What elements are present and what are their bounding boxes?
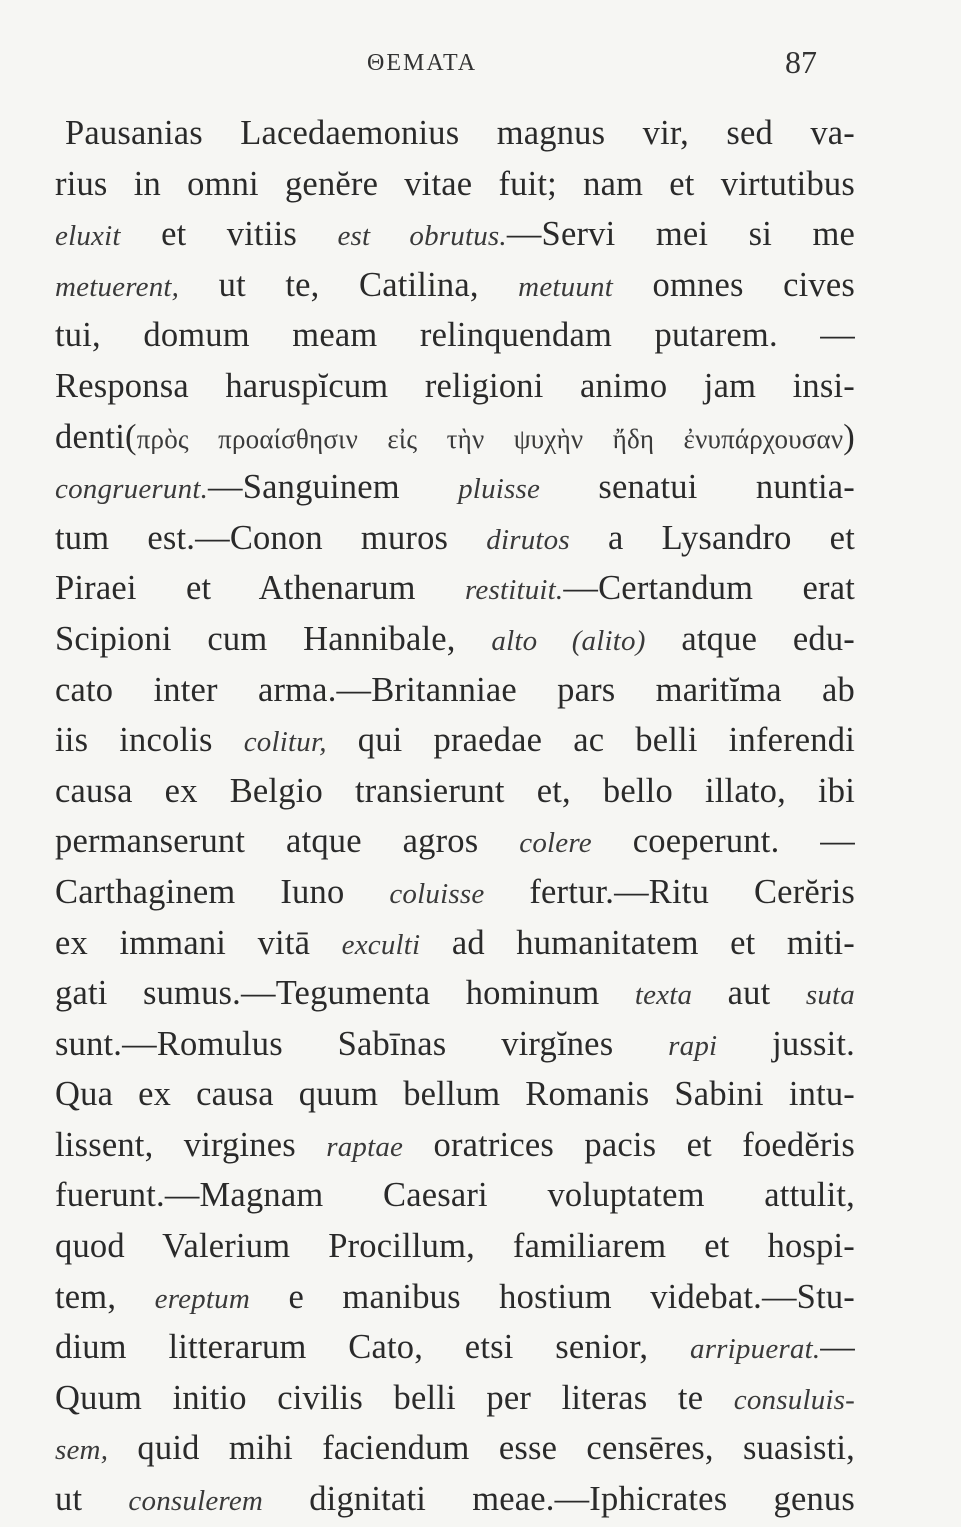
italic-word: coluisse xyxy=(389,877,485,910)
text-line xyxy=(55,361,855,412)
italic-word: texta xyxy=(634,979,693,1012)
text-segment: ut xyxy=(55,1480,129,1519)
italic-word: arripuerat. xyxy=(690,1333,821,1366)
text-segment: Piraei et Athenarum xyxy=(55,569,465,608)
text-line xyxy=(55,1272,855,1323)
text-segment: qui praedae ac belli inferendi xyxy=(326,721,855,760)
page-number: 87 xyxy=(785,44,817,80)
text-segment: quid mihi faciendum esse censēres, suasisti, xyxy=(108,1429,855,1468)
text-line xyxy=(55,1120,855,1171)
text-line xyxy=(55,766,855,817)
text-segment: rius in omni genĕre vitae fuit; nam et virtutibus xyxy=(55,164,855,203)
text-segment: —Servi mei si me xyxy=(506,215,856,254)
text-segment: —Sanguinem xyxy=(208,468,459,507)
text-line xyxy=(55,1373,855,1424)
text-line xyxy=(55,462,855,513)
text-line xyxy=(55,1170,855,1221)
text-line xyxy=(55,1019,855,1070)
text-segment: Qua ex causa quum bellum Romanis Sabini intu- xyxy=(55,1075,855,1114)
text-line xyxy=(55,1423,855,1474)
text-segment: atque edu- xyxy=(645,619,855,658)
italic-word: rapi xyxy=(668,1029,718,1062)
italic-word: metuerent, xyxy=(55,270,180,303)
text-segment: Responsa haruspĭcum religioni animo jam insi- xyxy=(55,366,855,405)
text-line xyxy=(55,715,855,766)
text-segment: et vitiis xyxy=(120,215,338,254)
text-line xyxy=(55,1474,855,1525)
text-line xyxy=(55,209,855,260)
italic-word: est obrutus. xyxy=(337,220,507,253)
text-segment: fuerunt.—Magnam Caesari voluptatem attulit, xyxy=(55,1176,855,1215)
italic-word: restituit. xyxy=(464,574,564,607)
text-segment: Scipioni cum Hannibale, xyxy=(55,619,492,658)
text-line xyxy=(55,412,855,463)
text-line xyxy=(55,513,855,564)
text-line xyxy=(55,310,855,361)
text-line xyxy=(55,665,855,716)
text-segment: coeperunt. — xyxy=(591,822,855,861)
text-line xyxy=(55,159,855,210)
text-segment: omnes cives xyxy=(613,265,855,304)
text-segment: dium litterarum Cato, etsi senior, xyxy=(55,1328,690,1367)
text-segment: causa ex Belgio transierunt et, bello illato, ibi xyxy=(55,771,855,810)
italic-word: consulerem xyxy=(128,1485,264,1518)
text-segment: — xyxy=(820,1328,855,1367)
text-line xyxy=(55,918,855,969)
italic-word: colitur, xyxy=(243,726,327,759)
text-segment: sunt.—Romulus Sabīnas virgĭnes xyxy=(55,1024,669,1063)
text-segment: aut xyxy=(692,974,806,1013)
text-segment: ad humanitatem et miti- xyxy=(420,923,855,962)
text-line xyxy=(55,563,855,614)
italic-word: metuunt xyxy=(518,270,614,303)
italic-word: pluisse xyxy=(458,473,541,506)
text-line xyxy=(55,1221,855,1272)
italic-word: suta xyxy=(805,979,855,1012)
italic-word: ereptum xyxy=(154,1282,250,1315)
text-segment: tui, domum meam relinquendam putarem. — xyxy=(55,316,855,355)
text-segment: iis incolis xyxy=(55,721,244,760)
text-segment: quod Valerium Procillum, familiarem et hospi- xyxy=(55,1227,855,1266)
italic-word: colere xyxy=(519,827,592,860)
text-segment: e manibus hostium videbat.—Stu- xyxy=(249,1277,855,1316)
italic-word: sem, xyxy=(55,1434,109,1467)
italic-word: alto (alito) xyxy=(491,624,646,657)
text-segment: Pausanias Lacedaemonius magnus vir, sed va- xyxy=(65,114,855,152)
text-segment: ut te, Catilina, xyxy=(179,265,519,304)
text-segment: gati sumus.—Tegumenta hominum xyxy=(55,974,635,1013)
italic-word: exculti xyxy=(341,928,421,961)
text-line xyxy=(55,260,855,311)
text-segment: jussit. xyxy=(717,1024,855,1063)
text-segment: Quum initio civilis belli per literas te xyxy=(55,1378,734,1417)
text-segment: cato inter arma.—Britanniae pars maritĭma ab xyxy=(55,670,855,709)
text-segment: dignitati meae.—Iphicrates genus xyxy=(263,1480,855,1519)
text-line xyxy=(55,968,855,1019)
text-line xyxy=(55,108,855,159)
text-segment: oratrices pacis et foedĕris xyxy=(403,1125,855,1164)
text-segment: permanserunt atque agros xyxy=(55,822,520,861)
body-text xyxy=(55,108,855,1525)
text-segment: lissent, virgines xyxy=(55,1125,327,1164)
italic-word: eluxit xyxy=(55,220,121,253)
text-segment: fertur.—Ritu Cerĕris xyxy=(484,872,855,911)
text-line xyxy=(55,816,855,867)
text-line xyxy=(55,867,855,918)
text-line xyxy=(55,1322,855,1373)
text-segment: denti( xyxy=(55,417,137,456)
italic-word: congruerunt. xyxy=(55,473,209,506)
text-line xyxy=(55,1069,855,1120)
text-segment: senatui nuntia- xyxy=(540,468,855,507)
italic-word: dirutos xyxy=(486,523,570,556)
running-header xyxy=(0,44,961,84)
text-segment: ex immani vitā xyxy=(55,923,342,962)
running-title: ΘΕΜΑΤΑ xyxy=(367,50,478,76)
text-segment: tum est.—Conon muros xyxy=(55,518,487,557)
greek-gloss: πρὸς προαίσθησιν εἰς τὴν ψυχὴν ἤδη ἐνυπάρχουσαν xyxy=(136,423,844,454)
text-segment: tem, xyxy=(55,1277,155,1316)
text-segment: —Certandum erat xyxy=(563,569,855,608)
text-line xyxy=(55,614,855,665)
text-segment: a Lysandro et xyxy=(569,518,855,557)
text-segment: Carthaginem Iuno xyxy=(55,872,390,911)
italic-word: raptae xyxy=(326,1130,404,1163)
italic-word: consuluis- xyxy=(733,1383,855,1416)
text-segment: ) xyxy=(843,417,855,456)
